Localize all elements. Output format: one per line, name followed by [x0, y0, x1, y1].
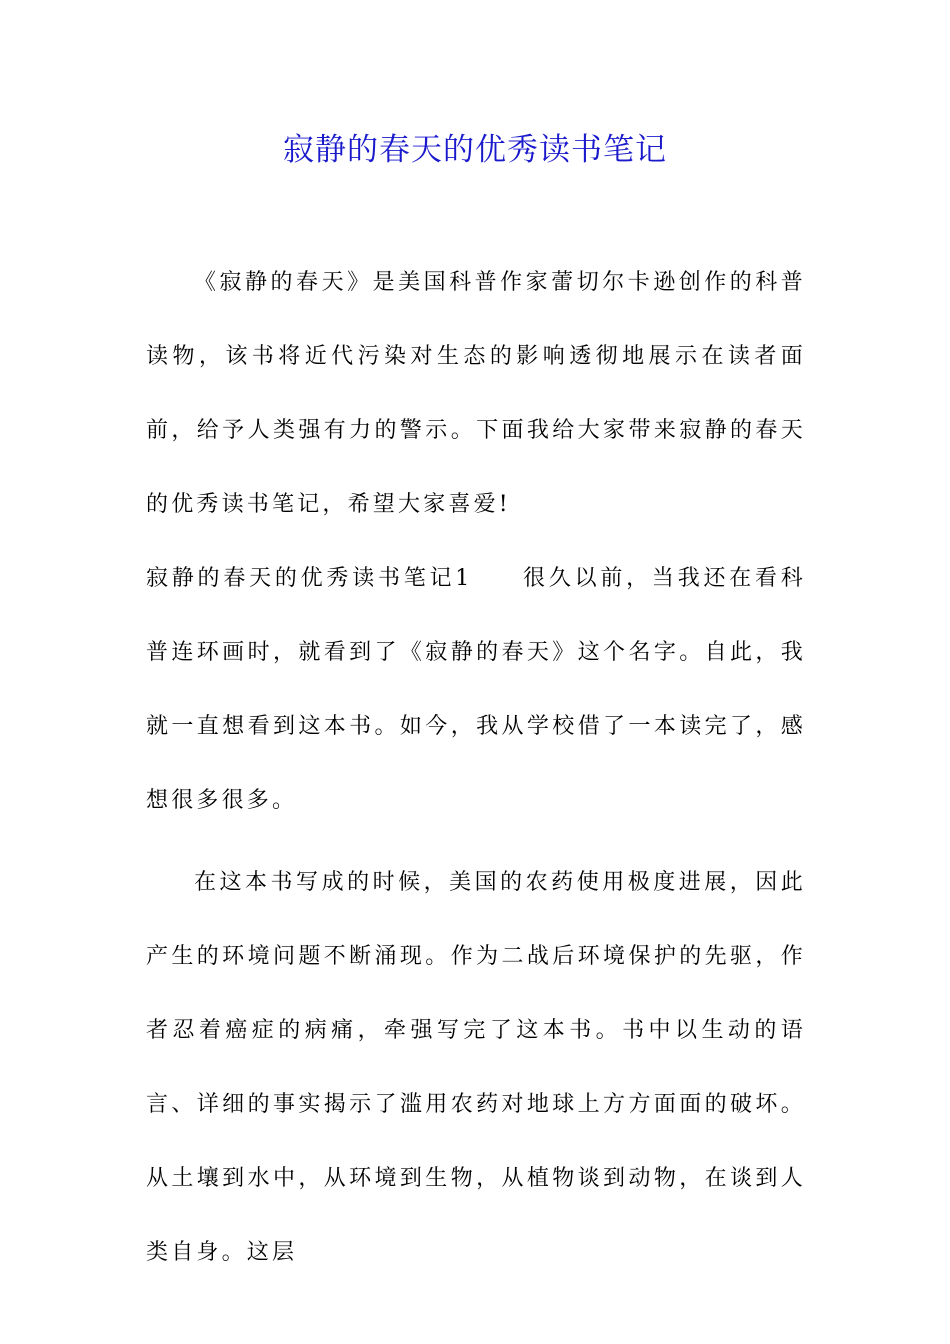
section-heading: 寂静的春天的优秀读书笔记1: [146, 566, 473, 591]
section-first-paragraph: 很久以前，当我还在看科普连环画时，就看到了《寂静的春天》这个名字。自此，我就一直想看到这本书。如今，我从学校借了一本读完了，感想很多很多。: [146, 566, 806, 813]
body-paragraph: 在这本书写成的时候，美国的农药使用极度进展，因此产生的环境问题不断涌现。作为二战后环境保护的先驱，作者忍着癌症的病痛，牵强写完了这本书。书中以生动的语言、详细的事实揭示了滥用农药对地球上方方面面的破坏。从土壤到水中，从环境到生物，从植物谈到动物，在谈到人类自身。这层: [146, 870, 806, 1265]
document-title: 寂静的春天的优秀读书笔记: [283, 132, 667, 168]
intro-paragraph: 《寂静的春天》是美国科普作家蕾切尔卡逊创作的科普读物，该书将近代污染对生态的影响透彻地展示在读者面前，给予人类强有力的警示。下面我给大家带来寂静的春天的优秀读书笔记，希望大家喜爱!: [146, 270, 806, 517]
section-paragraph: [146, 542, 806, 838]
